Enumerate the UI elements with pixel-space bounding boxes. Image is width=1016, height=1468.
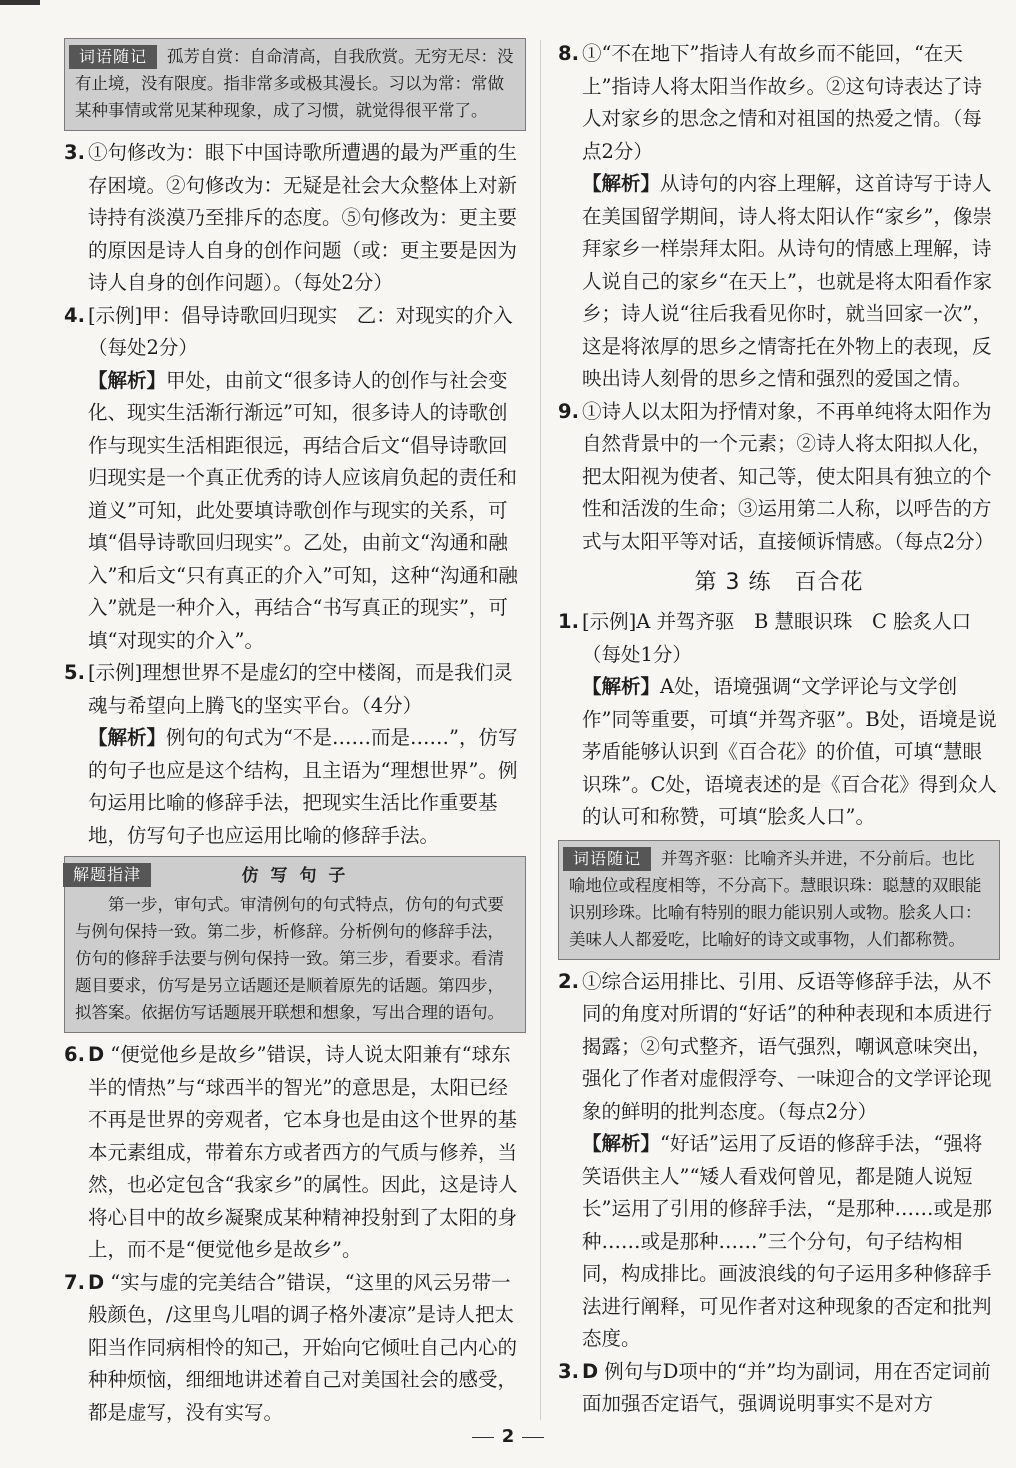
- page-number: [0, 1426, 1016, 1447]
- page-number-dash-left: [472, 1437, 494, 1438]
- answer-item-s3: [558, 1356, 1000, 1421]
- choice-answer: D: [582, 1359, 599, 1383]
- page-number-text: 2: [501, 1426, 515, 1447]
- analysis-tag: 【解析】: [582, 172, 661, 195]
- item-answer-text: 例句与D项中的“并”均为副词，用在否定词前面加强否定语气，强调说明事实不是对方: [582, 1359, 991, 1415]
- analysis-block: [582, 168, 1000, 396]
- analysis-block: [582, 1128, 1000, 1356]
- analysis-block: [88, 722, 526, 852]
- answer-item-7: [64, 1267, 526, 1430]
- vocab-note-tag: 词语随记: [69, 45, 157, 69]
- analysis-tag: 【解析】: [582, 1132, 661, 1155]
- item-number: 2.: [558, 969, 579, 993]
- answer-item-s2: [558, 966, 1000, 1356]
- item-answer-text: ①句修改为：眼下中国诗歌所遭遇的最为严重的生存困境。②句修改为：无疑是社会大众整体上对新诗持有淡漠乃至排斥的态度。⑤句修改为：更主要的原因是诗人自身的创作问题（或：更主要是因为诗人自身的创作问题）。（每处2分）: [88, 141, 518, 294]
- answer-item-3: [64, 137, 526, 300]
- vocab-note-tag: 词语随记: [563, 847, 651, 871]
- item-number: 8.: [558, 42, 579, 65]
- analysis-text: 甲处，由前文“很多诗人的创作与社会变化、现实生活渐行渐远”可知，很多诗人的诗歌创作与现实生活相距很远，再结合后文“倡导诗歌回归现实是一个真正优秀的诗人应该肩负起的责任和道义”可知，此处要填诗歌创作与现实的关系，可填“倡导诗歌回归现实”。乙处，由前文“沟通和融入”和后文“只有真正的介入”可知，这种“沟通和融入”就是一种介入，再结合“书写真正的现实”，可填“对现实的介入”。: [88, 368, 518, 652]
- analysis-tag: 【解析】: [582, 675, 661, 698]
- vocab-note-text: 并驾齐驱：比喻齐头并进，不分前后。也比喻地位或程度相等，不分高下。慧眼识珠：聪慧的双眼能识别珍珠。比喻有特别的眼力能识别人或物。脍炙人口：美味人人都爱吃，比喻好的诗文或事物，人们都称赞。: [569, 848, 982, 949]
- analysis-text: 从诗句的内容上理解，这首诗写于诗人在美国留学期间，诗人将太阳认作“家乡”，像崇拜家乡一样崇拜太阳。从诗句的情感上理解，诗人说自己的家乡“在天上”，也就是将太阳看作家乡；诗人说“往后我看见你时，就当回家一次”，这是将浓厚的思乡之情寄托在外物上的表现，反映出诗人刻骨的思乡之情和强烈的爱国之情。: [582, 172, 992, 390]
- solution-guide-tag: 解题指津: [63, 863, 151, 887]
- solution-guide-title: 仿 写 句 子: [241, 866, 349, 886]
- vocab-note-box: [64, 38, 526, 131]
- item-answer-text: ①“不在地下”指诗人有故乡而不能回，“在天上”指诗人将太阳当作故乡。②这句诗表达了诗人对家乡的思念之情和对祖国的热爱之情。（每点2分）: [582, 42, 982, 163]
- answer-item-4: [64, 300, 526, 658]
- item-answer-text: ①诗人以太阳为抒情对象，不再单纯将太阳作为自然背景中的一个元素；②诗人将太阳拟人化，把太阳视为使者、知己等，使太阳具有独立的个性和活泼的生命；③运用第二人称，以呼告的方式与太阳平等对话，直接倾诉情感。（每点2分）: [582, 399, 995, 553]
- answer-item-8: [558, 38, 1000, 396]
- analysis-tag: 【解析】: [88, 726, 167, 749]
- analysis-text: 例句的句式为“不是……而是……”，仿写的句子也应是这个结构，且主语为“理想世界”。例句运用比喻的修辞手法，把现实生活比作重要基地，仿写句子也应运用比喻的修辞手法。: [88, 726, 518, 847]
- answer-item-5: [64, 657, 526, 852]
- analysis-tag: 【解析】: [88, 368, 167, 392]
- top-edge-mark: [0, 0, 40, 5]
- item-answer-text: [示例]理想世界不是虚幻的空中楼阁，而是我们灵魂与希望向上腾飞的坚实平台。（4分）: [88, 661, 513, 717]
- page-number-dash-right: [522, 1437, 544, 1438]
- vocab-note-text: 孤芳自赏：自命清高，自我欣赏。无穷无尽：没有止境，没有限度。指非常多或极其漫长。习以为常：常做某种事情或常见某种现象，成了习惯，就觉得很平常了。: [75, 47, 514, 120]
- answer-item-9: [558, 396, 1000, 559]
- item-number: 7.: [64, 1270, 85, 1294]
- left-column: [64, 38, 526, 1429]
- column-divider: [540, 40, 541, 1420]
- item-number: 6.: [64, 1043, 85, 1066]
- analysis-block: [88, 365, 526, 658]
- analysis-text: A处，语境强调“文学评论与文学创作”同等重要，可填“并驾齐驱”。B处，语境是说茅盾能够认识到《百合花》的价值，可填“慧眼识珠”。C处，语境表述的是《百合花》得到众人的认可和称赞，可填“脍炙人口”。: [582, 675, 997, 828]
- item-answer-text: ①综合运用排比、引用、反语等修辞手法，从不同的角度对所谓的“好话”的种种表现和本质进行揭露；②句式整齐，语气强烈，嘲讽意味突出，强化了作者对虚假浮夸、一味迎合的文学评论现象的鲜明的批判态度。（每点2分）: [582, 969, 992, 1123]
- item-answer-text: “便觉他乡是故乡”错误，诗人说太阳兼有“球东半的情热”与“球西半的智光”的意思是，太阳已经不再是世界的旁观者，它本身也是由这个世界的基本元素组成，带着东方或者西方的气质与修养，当然，也必定包含“我家乡”的属性。因此，这是诗人将心目中的故乡凝聚成某种精神投射到了太阳的身上，而不是“便觉他乡是故乡”。: [88, 1043, 518, 1261]
- item-number: 3.: [64, 141, 85, 164]
- item-number: 9.: [558, 399, 579, 423]
- choice-answer: D: [88, 1270, 105, 1294]
- item-answer-text: “实与虚的完美结合”错误，“这里的风云另带一般颜色，/这里鸟儿唱的调子格外凄凉”是诗人把太阳当作同病相怜的知己，开始向它倾吐自己内心的种种烦恼，细细地讲述着自己对美国社会的感受，都是虚写，没有实写。: [88, 1270, 518, 1424]
- section-title: 第 3 练 百合花: [694, 570, 864, 595]
- answer-item-6: [64, 1039, 526, 1267]
- item-number: 3.: [558, 1359, 579, 1383]
- item-answer-text: [示例]甲：倡导诗歌回归现实 乙：对现实的介入（每处2分）: [88, 303, 513, 359]
- item-answer-text: [示例]A 并驾齐驱 B 慧眼识珠 C 脍炙人口（每处1分）: [582, 610, 972, 666]
- choice-answer: D: [88, 1043, 105, 1066]
- item-number: 5.: [64, 661, 85, 684]
- vocab-note-box-2: [558, 840, 1000, 960]
- analysis-text: “好话”运用了反语的修辞手法，“强将笑语供主人”“矮人看戏何曾见，都是随人说短长”运用了引用的修辞手法，“是那种……或是那种……或是那种……”三个分句，句子结构相同，构成排比。画波浪线的句子运用多种修辞手法进行阐释，可见作者对这种现象的否定和批判态度。: [582, 1132, 992, 1350]
- solution-guide-text: 第一步，审句式。审清例句的句式特点，仿句的句式要与例句保持一致。第二步，析修辞。分析例句的修辞手法，仿句的修辞手法要与例句保持一致。第三步，看要求。看清题目要求，仿写是另立话题还是顺着原先的话题。第四步，拟答案。依据仿写话题展开联想和想象，写出合理的语句。: [75, 895, 504, 1022]
- solution-guide-box: [64, 856, 526, 1033]
- item-number: 1.: [558, 610, 579, 633]
- answer-item-s1: [558, 606, 1000, 834]
- right-column: [558, 38, 1000, 1421]
- analysis-block: [582, 671, 1000, 834]
- item-number: 4.: [64, 303, 85, 327]
